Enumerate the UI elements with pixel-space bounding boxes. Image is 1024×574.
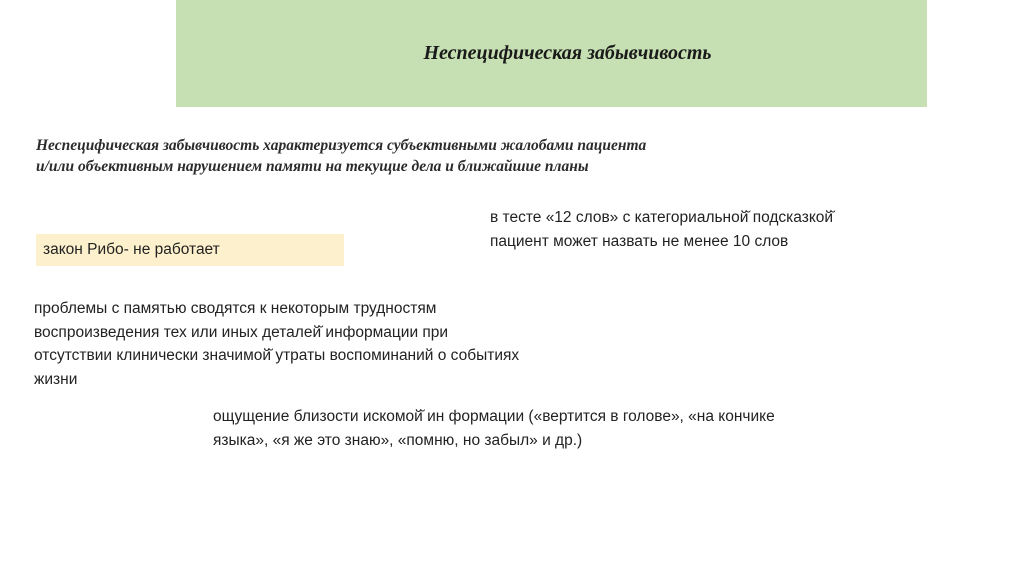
title-banner — [176, 0, 927, 107]
memory-problems-line: отсутствии клинически значимой̆ утраты воспоминаний о событиях — [34, 347, 520, 364]
memory-problems-line: жизни — [34, 370, 78, 388]
tip-of-tongue-line: ощущение близости искомой̆ ин формации («вертится в голове», «на кончике — [213, 408, 775, 425]
tip-of-tongue-text — [213, 405, 933, 453]
ribot-law-box — [36, 234, 344, 266]
memory-problems-line: воспроизведения тех или иных деталей̆ информации при — [34, 323, 449, 341]
test-note — [490, 206, 950, 254]
memory-problems-line: проблемы с памятью сводятся к некоторым трудностям — [34, 300, 437, 317]
tip-of-tongue-line: языка», «я же это знаю», «помню, но забыл» и др.) — [213, 432, 583, 449]
memory-problems-text — [34, 297, 674, 391]
test-note-line: пациент может назвать не менее 10 слов — [490, 233, 789, 250]
definition-text — [36, 135, 816, 177]
ribot-law-label: закон Рибо- не работает — [43, 241, 220, 258]
slide-title: Неспецифическая забывчивость — [423, 42, 712, 64]
definition-line: Неспецифическая забывчивость характеризуется субъективными жалобами пациента — [36, 137, 647, 154]
test-note-line: в тесте «12 слов» с категориальной̆ подсказкой̆ — [490, 209, 834, 226]
definition-line: и/или объективным нарушением памяти на текущие дела и ближайшие планы — [36, 158, 589, 175]
